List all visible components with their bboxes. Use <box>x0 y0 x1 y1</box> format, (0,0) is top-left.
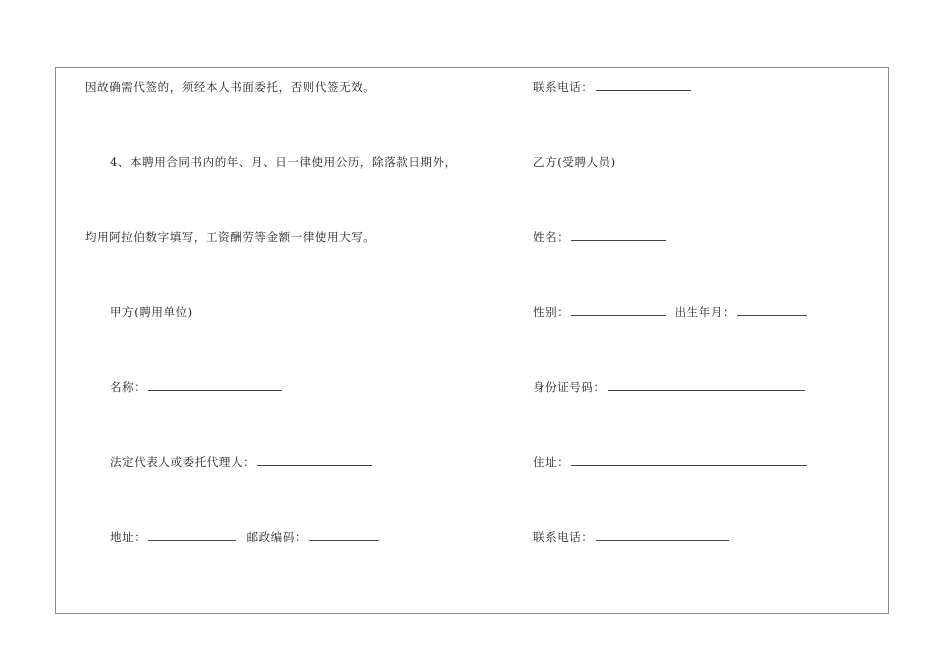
name-label: 姓名： <box>533 230 570 244</box>
party-a-phone-row <box>533 80 691 94</box>
party-b-label: 乙方(受聘人员) <box>533 155 616 169</box>
clause-text: 因故确需代签的，须经本人书面委托，否则代签无效。 <box>85 80 376 94</box>
party-a-name-row <box>110 380 282 394</box>
party-a-label: 甲方(聘用单位) <box>110 305 193 319</box>
address-label: 住址： <box>533 455 570 469</box>
name-label: 名称： <box>110 380 147 394</box>
party-b-address-field[interactable] <box>571 455 807 466</box>
clause-text: 均用阿拉伯数字填写，工资酬劳等金额一律使用大写。 <box>85 230 376 244</box>
id-number-label: 身份证号码： <box>533 380 606 394</box>
phone-label: 联系电话： <box>533 530 594 544</box>
party-b-address-row <box>533 455 807 469</box>
gender-field[interactable] <box>571 305 666 316</box>
birth-date-label: 出生年月： <box>674 305 736 319</box>
birth-date-field[interactable] <box>737 305 807 316</box>
postcode-label: 邮政编码： <box>246 530 308 544</box>
gender-label: 性别： <box>533 305 570 319</box>
party-a-address-field[interactable] <box>148 530 236 541</box>
clause-4-line-1 <box>110 155 457 169</box>
party-b-name-row <box>533 230 666 244</box>
party-b-name-field[interactable] <box>571 230 666 241</box>
clause-text-line-1 <box>85 80 375 94</box>
id-number-row <box>533 380 805 394</box>
clause-4-line-2 <box>85 230 375 244</box>
party-b-heading <box>533 155 616 169</box>
id-number-field[interactable] <box>608 380 805 391</box>
representative-label: 法定代表人或委托代理人： <box>110 455 256 469</box>
clause-text: 4、本聘用合同书内的年、月、日一律使用公历，除落款日期外， <box>110 155 457 169</box>
phone-label: 联系电话： <box>533 80 594 94</box>
party-a-phone-field[interactable] <box>596 80 691 91</box>
party-a-name-field[interactable] <box>148 380 282 391</box>
party-a-address-row <box>110 530 379 544</box>
party-a-rep-row <box>110 455 372 469</box>
party-b-phone-row <box>533 530 729 544</box>
representative-field[interactable] <box>257 455 372 466</box>
party-a-heading <box>110 305 193 319</box>
party-b-phone-field[interactable] <box>596 530 729 541</box>
postcode-field[interactable] <box>309 530 379 541</box>
gender-birth-row <box>533 305 807 319</box>
address-label: 地址： <box>110 530 147 544</box>
